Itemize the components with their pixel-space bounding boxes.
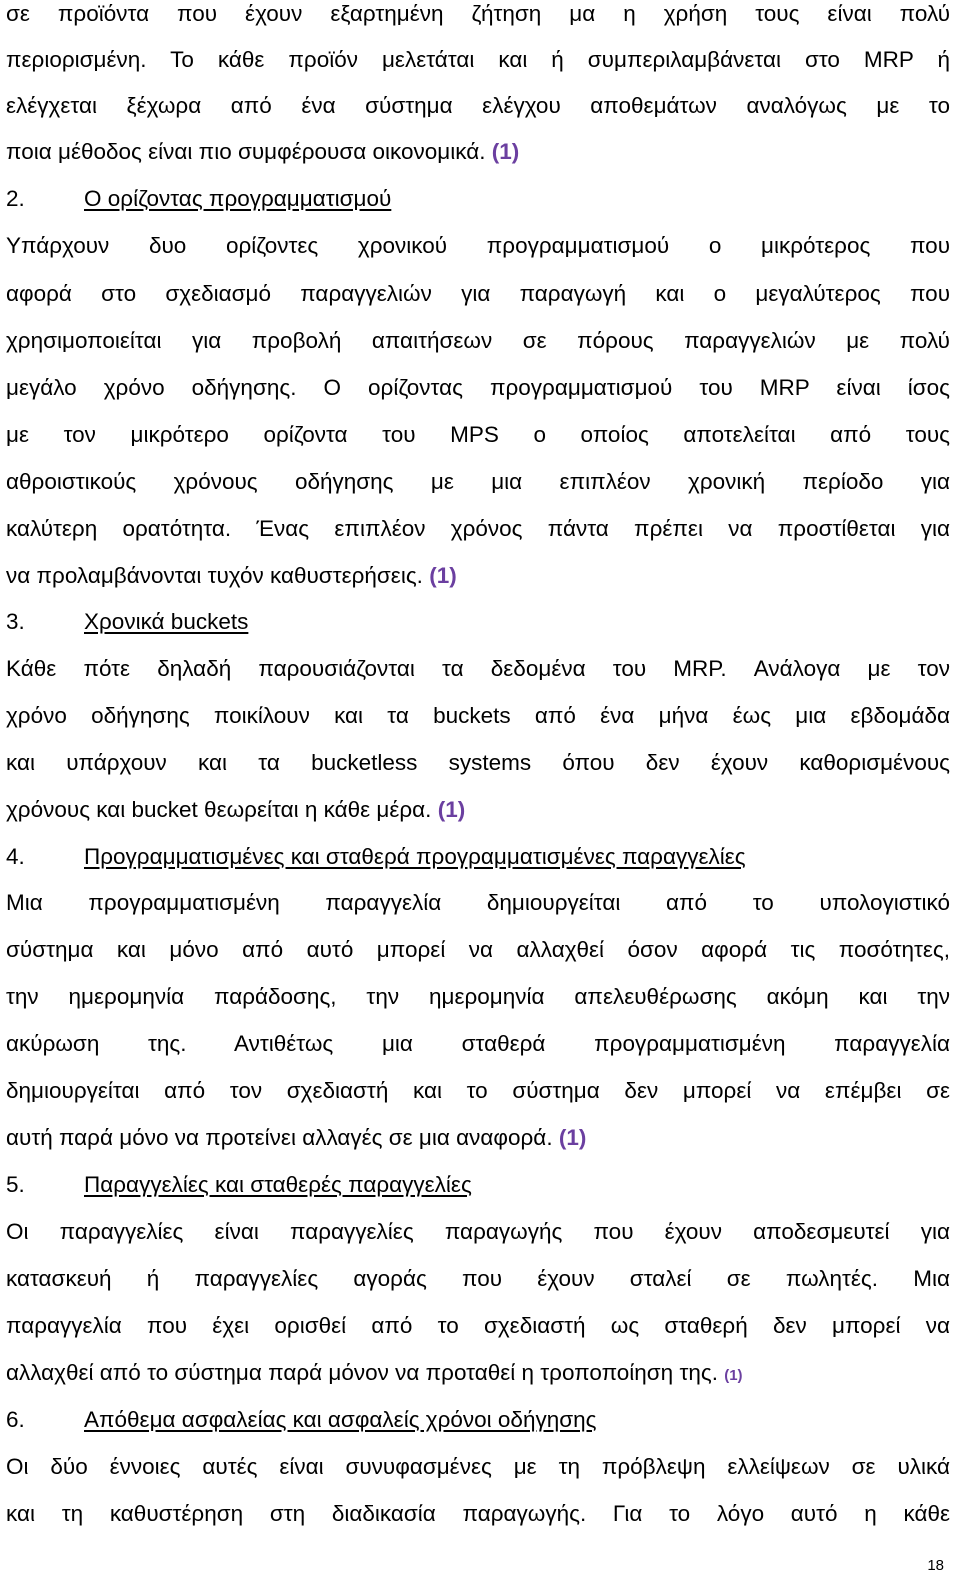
text-line: δημιουργείται από τον σχεδιαστή και το σύστημα δεν μπορεί να επέμβει σε	[6, 1078, 950, 1103]
text-line: κατασκευή ή παραγγελίες αγοράς που έχουν σταλεί σε πωλητές. Μια	[6, 1266, 950, 1291]
section-heading	[6, 608, 950, 636]
text-line: και τη καθυστέρηση στη διαδικασία παραγωγής. Για το λόγο αυτό η κάθε	[6, 1501, 950, 1526]
citation-ref: (1)	[724, 1367, 743, 1384]
text-line: Οι παραγγελίες είναι παραγγελίες παραγωγής που έχουν αποδεσμευτεί για	[6, 1219, 950, 1244]
citation-ref: (1)	[558, 1125, 587, 1150]
text-line	[6, 562, 950, 590]
text-span: αυτή παρά μόνο να προτείνει αλλαγές σε μια αναφορά.	[6, 1125, 553, 1150]
text-line: αθροιστικούς χρόνους οδήγησης με μια επιπλέον χρονική περίοδο για	[6, 469, 950, 494]
text-line: παραγγελία που έχει ορισθεί από το σχεδιαστή ως σταθερή δεν μπορεί να	[6, 1313, 950, 1338]
text-line	[6, 138, 950, 166]
section-number: 2.	[6, 186, 25, 211]
text-span: ποια μέθοδος είναι πιο συμφέρουσα οικονομικά.	[6, 139, 486, 164]
text-line: σύστημα και μόνο από αυτό μπορεί να αλλαχθεί όσον αφορά τις ποσότητες,	[6, 937, 950, 962]
text-line: Κάθε πότε δηλαδή παρουσιάζονται τα δεδομένα του MRP. Ανάλογα με τον	[6, 656, 950, 681]
text-line: με τον μικρότερο ορίζοντα του MPS ο οποίος αποτελείται από τους	[6, 422, 950, 447]
text-span: χρόνους και bucket θεωρείται η κάθε μέρα.	[6, 797, 432, 822]
text-line: ακύρωση της. Αντιθέτως μια σταθερά προγραμματισμένη παραγγελία	[6, 1031, 950, 1056]
text-line: περιορισμένη. Το κάθε προϊόν μελετάται και ή συμπεριλαμβάνεται στο MRP ή	[6, 47, 950, 72]
text-line: Υπάρχουν δυο ορίζοντες χρονικού προγραμματισμού ο μικρότερος που	[6, 233, 950, 258]
section-title: Παραγγελίες και σταθερές παραγγελίες	[84, 1172, 472, 1197]
page-number: 18	[927, 1557, 944, 1574]
section-number: 6.	[6, 1407, 25, 1432]
section-number: 5.	[6, 1172, 25, 1197]
text-line: χρόνο οδήγησης ποικίλουν και τα buckets από ένα μήνα έως μια εβδομάδα	[6, 703, 950, 728]
text-span: αλλαχθεί από το σύστημα παρά μόνον να προταθεί η τροποποίηση της.	[6, 1360, 718, 1385]
text-line: καλύτερη ορατότητα. Ένας επιπλέον χρόνος πάντα πρέπει να προστίθεται για	[6, 516, 950, 541]
text-line	[6, 1359, 950, 1390]
text-line: και υπάρχουν και τα bucketless systems όπου δεν έχουν καθορισμένους	[6, 750, 950, 775]
text-span: να προλαμβάνονται τυχόν καθυστερήσεις.	[6, 563, 423, 588]
text-line	[6, 796, 950, 824]
section-heading	[6, 843, 950, 871]
text-line: Οι δύο έννοιες αυτές είναι συνυφασμένες με τη πρόβλεψη ελλείψεων σε υλικά	[6, 1454, 950, 1479]
section-title: Προγραμματισμένες και σταθερά προγραμματισμένες παραγγελίες	[84, 844, 746, 869]
section-title: Απόθεμα ασφαλείας και ασφαλείς χρόνοι οδήγησης	[84, 1407, 597, 1432]
section-title: Χρονικά buckets	[84, 609, 249, 634]
citation-ref: (1)	[437, 797, 466, 822]
citation-ref: (1)	[429, 563, 457, 588]
section-heading	[6, 1171, 950, 1199]
text-line: ελέγχεται ξέχωρα από ένα σύστημα ελέγχου αποθεμάτων αναλόγως με το	[6, 93, 950, 118]
text-line: αφορά στο σχεδιασμό παραγγελιών για παραγωγή και ο μεγαλύτερος που	[6, 281, 950, 306]
text-line: Μια προγραμματισμένη παραγγελία δημιουργείται από το υπολογιστικό	[6, 890, 950, 915]
text-line: μεγάλο χρόνο οδήγησης. Ο ορίζοντας προγραμματισμού του MRP είναι ίσος	[6, 375, 950, 400]
section-number: 3.	[6, 609, 25, 634]
section-heading	[6, 1406, 950, 1434]
text-line: σε προϊόντα που έχουν εξαρτημένη ζήτηση μα η χρήση τους είναι πολύ	[6, 1, 950, 26]
section-title: Ο ορίζοντας προγραμματισμού	[84, 186, 392, 211]
section-heading	[6, 185, 950, 213]
text-line	[6, 1124, 950, 1152]
section-number: 4.	[6, 844, 25, 869]
text-line: χρησιμοποιείται για προβολή απαιτήσεων σε πόρους παραγγελιών με πολύ	[6, 328, 950, 353]
text-line: την ημερομηνία παράδοσης, την ημερομηνία απελευθέρωσης ακόμη και την	[6, 984, 950, 1009]
citation-ref: (1)	[491, 139, 520, 164]
